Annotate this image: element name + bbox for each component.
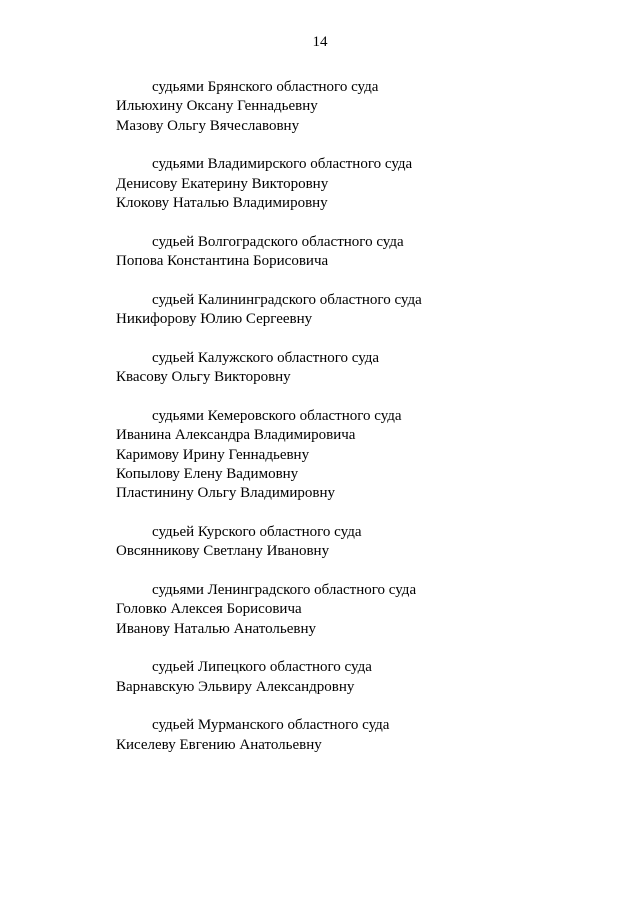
section-volgograd	[116, 233, 596, 272]
section-kaliningrad	[116, 291, 596, 330]
court-heading: судьями Владимирского областного суда	[152, 156, 413, 173]
court-heading: судьей Калининградского областного суда	[152, 291, 422, 308]
court-heading: судьей Липецкого областного суда	[152, 659, 372, 676]
section-lipetsk	[116, 658, 596, 697]
section-kemerovo	[116, 407, 596, 504]
page-number: 14	[312, 34, 328, 50]
document-body	[116, 78, 596, 774]
court-heading: судьями Ленинградского областного суда	[152, 582, 417, 599]
judge-name: Никифорову Юлию Сергеевну	[116, 311, 313, 328]
section-bryansk	[116, 78, 596, 136]
section-vladimir	[116, 155, 596, 213]
court-heading: судьей Волгоградского областного суда	[152, 233, 404, 250]
judge-name: Ильюхину Оксану Геннадьевну	[116, 98, 318, 115]
judge-name: Денисову Екатерину Викторовну	[116, 175, 329, 192]
section-kursk	[116, 523, 596, 562]
judge-name: Квасову Ольгу Викторовну	[116, 369, 291, 386]
judge-name: Иванина Александра Владимировича	[116, 427, 356, 444]
judge-name: Пластинину Ольгу Владимировну	[116, 485, 336, 502]
judge-name: Клокову Наталью Владимировну	[116, 195, 328, 212]
judge-name: Иванову Наталью Анатольевну	[116, 620, 317, 637]
judge-name: Головко Алексея Борисовича	[116, 601, 302, 618]
section-murmansk	[116, 716, 596, 755]
section-leningrad	[116, 581, 596, 639]
judge-name: Попова Константина Борисовича	[116, 253, 329, 270]
judge-name: Овсянникову Светлану Ивановну	[116, 543, 330, 560]
judge-name: Киселеву Евгению Анатольевну	[116, 736, 322, 753]
court-heading: судьями Брянского областного суда	[152, 79, 379, 95]
court-heading: судьей Калужского областного суда	[152, 349, 380, 366]
court-heading: судьей Мурманского областного суда	[152, 717, 390, 734]
court-heading: судьями Кемеровского областного суда	[152, 407, 402, 424]
judge-name: Копылову Елену Вадимовну	[116, 466, 299, 483]
court-heading: судьей Курского областного суда	[152, 524, 362, 541]
judge-name: Мазову Ольгу Вячеславовну	[116, 117, 300, 134]
section-kaluga	[116, 349, 596, 388]
judge-name: Варнавскую Эльвиру Александровну	[116, 678, 355, 695]
judge-name: Каримову Ирину Геннадьевну	[116, 446, 310, 463]
